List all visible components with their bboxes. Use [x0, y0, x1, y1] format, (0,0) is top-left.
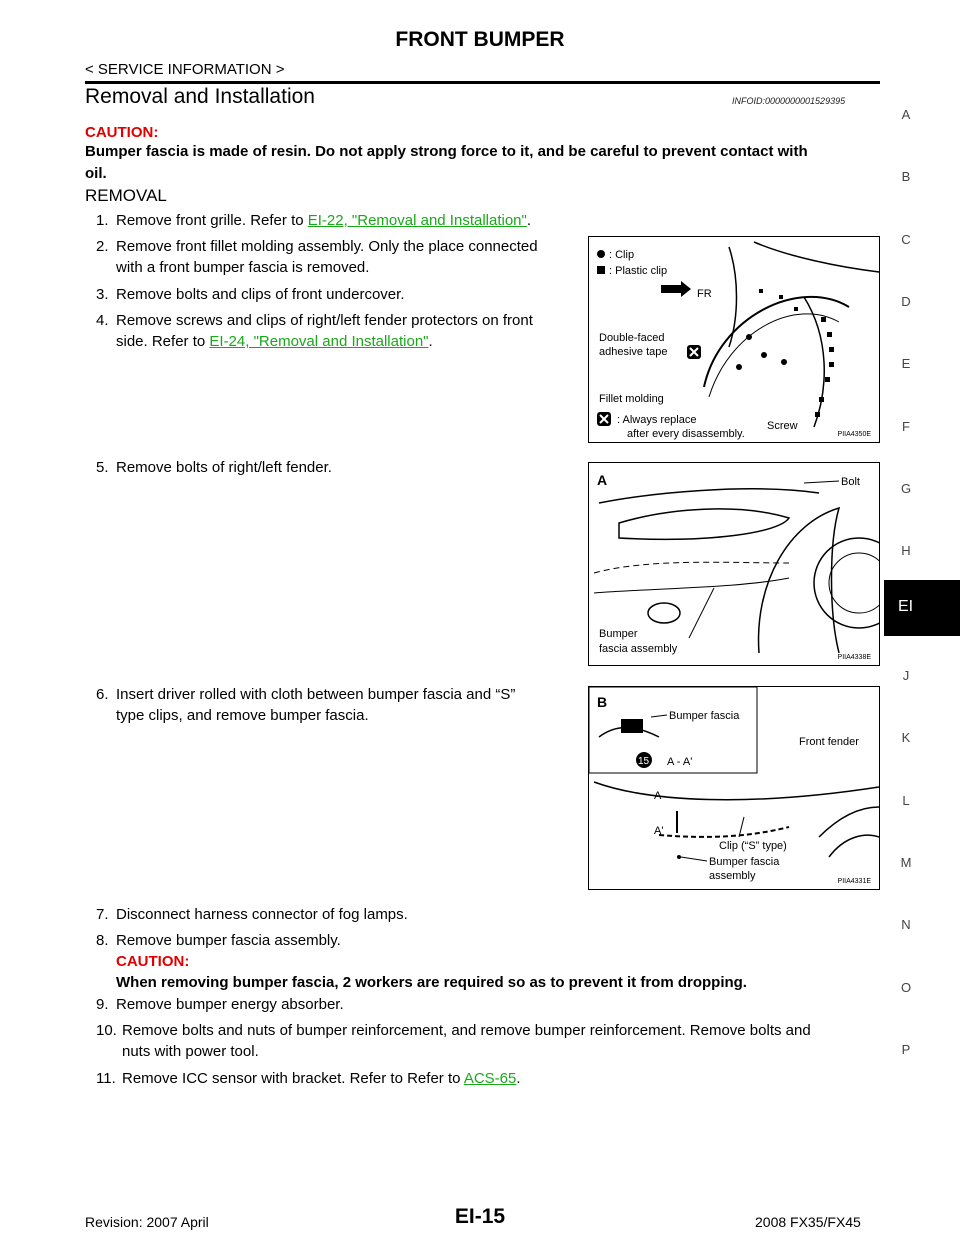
removal-heading: REMOVAL — [85, 186, 167, 205]
side-index-e[interactable]: E — [901, 356, 911, 371]
step-text: Remove bolts and clips of front undercover. — [116, 286, 405, 303]
step-number: 1. — [96, 212, 109, 229]
label-bumper-1: Bumper — [599, 628, 638, 640]
link-ei-24[interactable]: EI-24, "Removal and Installation" — [209, 333, 429, 350]
step-number: 6. — [96, 686, 109, 703]
caution-label: CAUTION: — [85, 124, 159, 141]
step-10 — [96, 1020, 886, 1062]
legend-plastic-clip: : Plastic clip — [609, 265, 668, 277]
label-replace-2: after every disassembly. — [627, 428, 745, 440]
caution-block — [85, 124, 808, 185]
figure-s-clip — [588, 686, 880, 890]
caution-line-1: Bumper fascia is made of resin. Do not apply strong force to it, and be careful to prevent contact with — [85, 143, 808, 160]
label-assembly-1: Bumper fascia — [709, 856, 780, 868]
figure-fender-protector — [588, 236, 880, 443]
label-a: A — [654, 790, 662, 802]
figure-id: PIIA4350E — [837, 431, 871, 438]
step-1 — [96, 210, 531, 231]
label-bumper-2: fascia assembly — [599, 643, 678, 655]
label-clip-s-type: Clip (“S” type) — [719, 840, 787, 852]
link-ei-22[interactable]: EI-22, "Removal and Installation" — [307, 212, 527, 229]
side-index-o[interactable]: O — [900, 980, 912, 995]
revision-label: Revision: 2007 April — [85, 1214, 209, 1230]
step-text: Remove bolts of right/left fender. — [116, 459, 332, 476]
side-index-h[interactable]: H — [901, 543, 911, 558]
label-bumper-fascia: Bumper fascia — [669, 710, 740, 722]
fender-illustration — [589, 237, 879, 442]
step-text: Remove bolts and nuts of bumper reinforcement, and remove bumper reinforcement. Remove bolts and — [122, 1022, 811, 1039]
step-number: 7. — [96, 906, 109, 923]
always-replace-icon — [687, 345, 701, 359]
label-tape-2: adhesive tape — [599, 346, 668, 358]
page-number: EI-15 — [454, 1205, 506, 1228]
step-text: Remove bumper fascia assembly. — [116, 932, 341, 949]
model-label: 2008 FX35/FX45 — [755, 1214, 861, 1230]
step-text: Remove bumper energy absorber. — [116, 996, 344, 1013]
step-4 — [96, 310, 586, 352]
caution-text: When removing bumper fascia, 2 workers are required so as to prevent it from dropping. — [116, 974, 747, 991]
step-text-cont: type clips, and remove bumper fascia. — [116, 707, 369, 724]
step-7 — [96, 904, 408, 925]
step-text-cont: nuts with power tool. — [122, 1043, 259, 1060]
side-index-c[interactable]: C — [901, 232, 911, 247]
step-number: 8. — [96, 932, 109, 949]
label-section-aa: A - A' — [667, 756, 693, 768]
step-text: Remove front fillet molding assembly. Only the place connected — [116, 238, 538, 255]
label-bolt: Bolt — [841, 476, 860, 488]
always-replace-legend-icon — [597, 412, 611, 426]
info-id: INFOID:0000000001529395 — [732, 96, 846, 106]
figure-id: PIIA4338E — [837, 654, 871, 661]
section-label: < SERVICE INFORMATION > — [85, 61, 285, 78]
fr-arrow-icon — [661, 281, 691, 297]
step-text: Remove screws and clips of right/left fender protectors on front — [116, 312, 533, 329]
clip-illustration — [589, 687, 879, 889]
step-2 — [96, 236, 586, 278]
step-number: 11. — [96, 1070, 116, 1087]
step-text: Remove front grille. Refer to — [116, 212, 308, 229]
view-letter-a: A — [597, 472, 608, 488]
step-text: Insert driver rolled with cloth between bumper fascia and “S” — [116, 686, 516, 703]
step-5 — [96, 457, 332, 478]
side-index-f[interactable]: F — [902, 419, 910, 434]
step-3 — [96, 284, 405, 305]
label-fillet-molding: Fillet molding — [599, 393, 664, 405]
fr-label: FR — [697, 288, 712, 300]
side-index-m[interactable]: M — [900, 855, 912, 870]
header-rule — [85, 81, 880, 84]
link-acs-65[interactable]: ACS-65 — [463, 1070, 517, 1087]
side-index-k[interactable]: K — [901, 730, 911, 745]
figure-bumper-bolts — [588, 462, 880, 666]
step-end: . — [428, 333, 433, 350]
side-index-ei: EI — [898, 598, 914, 615]
svg-text:15: 15 — [638, 756, 650, 767]
side-index-l[interactable]: L — [902, 793, 910, 808]
step-text: Remove ICC sensor with bracket. Refer to Refer to — [122, 1070, 464, 1087]
page-title: FRONT BUMPER — [395, 28, 565, 51]
step-number: 3. — [96, 286, 109, 303]
step-number: 4. — [96, 312, 109, 329]
step-6 — [96, 684, 586, 726]
label-screw: Screw — [767, 420, 798, 432]
step-number: 5. — [96, 459, 109, 476]
label-tape-1: Double-faced — [599, 332, 665, 344]
step-text: Disconnect harness connector of fog lamps. — [116, 906, 408, 923]
side-index-j[interactable]: J — [902, 668, 910, 683]
label-front-fender: Front fender — [799, 736, 859, 748]
step-text-cont: with a front bumper fascia is removed. — [116, 259, 370, 276]
step-number: 9. — [96, 996, 109, 1013]
step-9 — [96, 994, 344, 1015]
step-end: . — [526, 212, 532, 229]
side-index-d[interactable]: D — [901, 294, 911, 309]
view-letter-b: B — [597, 694, 608, 710]
side-index-g[interactable]: G — [900, 481, 912, 496]
step-8 — [96, 930, 876, 993]
section-heading: Removal and Installation — [85, 85, 315, 108]
step-number: 2. — [96, 238, 109, 255]
step-end: . — [516, 1070, 521, 1087]
label-assembly-2: assembly — [709, 870, 756, 882]
badge-15-icon — [636, 752, 652, 768]
step-number: 10. — [96, 1022, 117, 1039]
caution-label: CAUTION: — [116, 953, 190, 970]
step-11 — [96, 1068, 521, 1089]
side-index-a[interactable]: A — [901, 107, 911, 122]
bumper-illustration — [589, 463, 879, 665]
side-index-p[interactable]: P — [901, 1042, 911, 1057]
label-replace-1: : Always replace — [617, 414, 697, 426]
side-index-n[interactable]: N — [901, 917, 911, 932]
legend-clip: : Clip — [609, 249, 635, 261]
side-index-b[interactable]: B — [901, 169, 911, 184]
label-a-prime: A' — [654, 825, 664, 837]
figure-id: PIIA4331E — [837, 878, 871, 885]
caution-line-2: oil. — [85, 165, 107, 182]
side-index-ei-tab[interactable] — [884, 580, 960, 636]
step-text-cont: side. Refer to — [116, 333, 210, 350]
